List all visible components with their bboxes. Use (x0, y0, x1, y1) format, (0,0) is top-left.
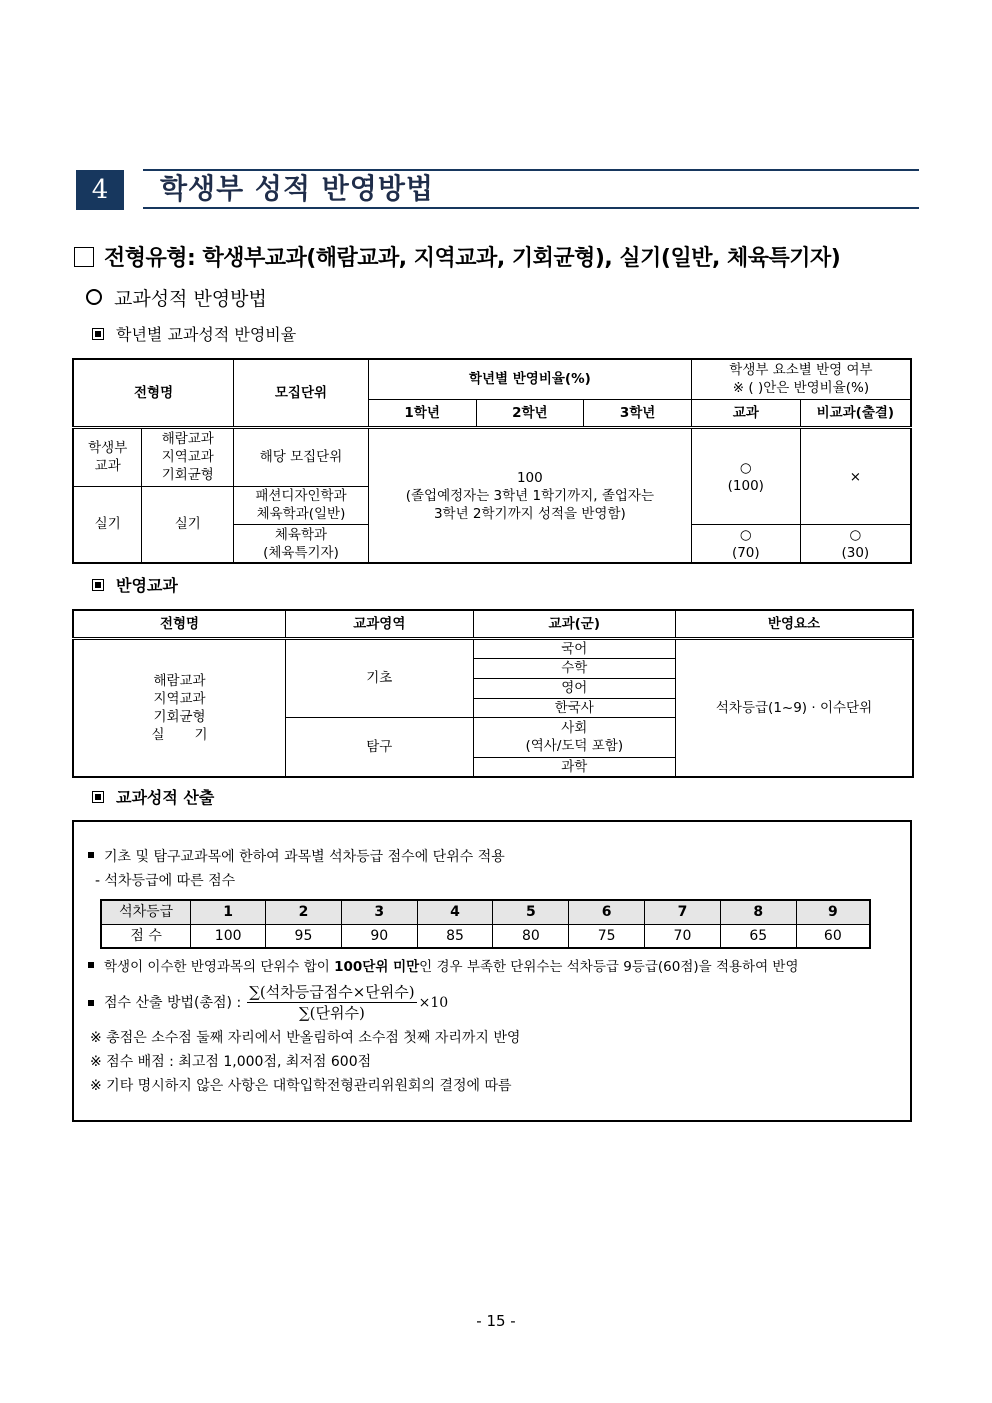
row-label-grade: 석차등급 (101, 900, 191, 924)
grade-score-table (100, 899, 871, 949)
nonsubject-pct: (30) (841, 544, 870, 561)
score-cell: 90 (341, 924, 417, 948)
heading-method (86, 285, 267, 313)
header-elements-line2: ※ ( )안은 반영비율(%) (732, 380, 870, 397)
cell-subject-reflect (691, 428, 800, 525)
header-grade3: 3학년 (584, 399, 692, 427)
unit-item: (체육특기자) (263, 544, 339, 561)
section-title: 학생부 성적 반영방법 (160, 172, 434, 205)
cell-subject: 과학 (473, 757, 675, 777)
header-nonsubject: 비교과(출결) (800, 399, 911, 427)
table-row (101, 924, 870, 948)
formula-fraction (247, 982, 416, 1023)
note-rounding: ※ 총점은 소수점 둘째 자리에서 반올림하여 소수점 첫째 자리까지 반영 (90, 1030, 521, 1046)
cell-unit-practical-a (234, 486, 369, 524)
score-cell: 75 (569, 924, 645, 948)
header-elements (691, 359, 911, 399)
cell-subject: 한국사 (473, 698, 675, 717)
grade-cell: 6 (569, 900, 645, 924)
cell-type-practical: 실기 (142, 486, 234, 563)
score-cell: 100 (191, 924, 266, 948)
score-cell: 65 (720, 924, 796, 948)
type-item: 기회균형 (153, 708, 206, 725)
subheading-subjects-text: 반영교과 (116, 576, 178, 595)
grade-cell: 3 (341, 900, 417, 924)
table-row (101, 900, 870, 924)
unit-item: 패션디자인학과 (255, 488, 347, 505)
subheading-grade-ratio (92, 324, 296, 346)
grade-cell: 5 (493, 900, 569, 924)
cell-unit-practical-b (234, 525, 369, 563)
score-cell: 70 (645, 924, 721, 948)
page-number: - 15 - (476, 1312, 516, 1330)
header-area: 교과영역 (286, 610, 474, 638)
cell-unit: 해당 모집단위 (234, 428, 369, 487)
circle-bullet-icon (86, 289, 102, 305)
header-ratio: 학년별 반영비율(%) (368, 359, 691, 399)
cell-group-practical: 실기 (73, 486, 142, 563)
type-item: 기회균형 (161, 467, 214, 484)
grade-cell: 1 (191, 900, 266, 924)
circle-mark-icon: ○ (739, 526, 752, 543)
section-rule-bottom (143, 207, 919, 209)
cell-types-list (142, 428, 234, 487)
score-cell: 60 (796, 924, 870, 948)
cell-area-inquiry: 탐구 (286, 717, 474, 777)
bullet-formula (88, 982, 448, 1023)
filled-square-bullet-icon (92, 328, 104, 340)
section-number-badge: 4 (76, 170, 124, 210)
table-row (73, 638, 913, 658)
heading-method-text: 교과성적 반영방법 (114, 288, 267, 310)
ratio-note-line1: (졸업예정자는 3학년 1학기까지, 졸업자는 (405, 487, 654, 504)
subject-pct: (100) (727, 477, 764, 494)
note-score-range: ※ 점수 배점 : 최고점 1,000점, 최저점 600점 (90, 1054, 372, 1070)
header-grade1: 1학년 (368, 399, 476, 427)
ratio-value: 100 (516, 469, 543, 486)
circle-mark-icon: ○ (849, 526, 862, 543)
score-cell: 85 (417, 924, 493, 948)
type-item: 해람교과 (153, 672, 206, 689)
grade-cell: 7 (645, 900, 721, 924)
heading-admission-type (74, 244, 840, 274)
type-item: 실 기 (151, 726, 208, 743)
bullet-unit-shortfall-pre: 학생이 이수한 반영과목의 단위수 합이 (104, 959, 335, 975)
score-cell: 95 (266, 924, 342, 948)
subheading-calc-text: 교과성적 산출 (116, 788, 215, 807)
bullet-unit-shortfall-bold: 100단위 미만 (334, 959, 420, 975)
note-other: ※ 기타 명시하지 않은 사항은 대학입학전형관리위원회의 결정에 따름 (90, 1078, 512, 1094)
subject-item: 사회 (561, 720, 588, 736)
grade-cell: 9 (796, 900, 870, 924)
cell-ratio (368, 428, 691, 563)
bullet-unit-shortfall (88, 957, 799, 977)
header-elements-line1: 학생부 요소별 반영 여부 (729, 362, 873, 379)
cell-subject: 국어 (473, 638, 675, 658)
unit-item: 체육학과(일반) (256, 506, 346, 523)
row-label-score: 점 수 (101, 924, 191, 948)
header-subject-group: 교과(군) (473, 610, 675, 638)
unit-item: 체육학과 (274, 526, 328, 543)
subheading-grade-ratio-text: 학년별 교과성적 반영비율 (116, 325, 297, 344)
bullet-basic-inquiry (88, 847, 505, 867)
header-subject: 교과 (691, 399, 800, 427)
header-type: 전형명 (73, 359, 234, 428)
type-item: 지역교과 (161, 449, 214, 466)
cell-subject: 영어 (473, 678, 675, 698)
header-element: 반영요소 (676, 610, 913, 638)
bullet-basic-inquiry-text: 기초 및 탐구교과목에 한하여 과목별 석차등급 점수에 단위수 적용 (104, 849, 505, 865)
cell-nonsubject-reflect: × (800, 428, 911, 525)
square-bullet-icon (88, 1000, 94, 1006)
ratio-note-line2: 3학년 2학기까지 성적을 반영함) (433, 505, 626, 522)
cell-element: 석차등급(1~9) · 이수단위 (676, 638, 913, 777)
square-bullet-icon (88, 852, 94, 858)
formula-multiplier: ×10 (418, 994, 449, 1011)
square-bullet-icon (88, 962, 94, 968)
grade-cell: 8 (720, 900, 796, 924)
grade-cell: 2 (266, 900, 342, 924)
reflected-subjects-table (72, 609, 914, 778)
type-item: 지역교과 (153, 690, 206, 707)
score-cell: 80 (493, 924, 569, 948)
subject-item: (역사/도덕 포함) (525, 738, 624, 754)
formula-label: 점수 산출 방법(총점) : (104, 994, 242, 1011)
cell-subject-reflect-athlete (691, 525, 800, 563)
cell-area-basic: 기초 (286, 638, 474, 717)
bullet-unit-shortfall-post: 인 경우 부족한 단위수는 석차등급 9등급(60점)을 적용하여 반영 (419, 959, 799, 975)
checkbox-square-icon (74, 247, 94, 267)
cell-group-studentrecord (73, 428, 142, 487)
cell-group-studentrecord-text: 학생부 교과 (88, 440, 128, 475)
cell-subject: 수학 (473, 658, 675, 678)
grade-ratio-table (72, 358, 912, 564)
filled-square-bullet-icon (92, 791, 104, 803)
cell-subject (473, 717, 675, 757)
type-item: 해람교과 (161, 431, 214, 448)
table-row (73, 428, 911, 487)
cell-types (73, 638, 286, 777)
header-grade2: 2학년 (476, 399, 584, 427)
formula-numerator: ∑(석차등급점수×단위수) (249, 983, 415, 1001)
heading-admission-type-text: 전형유형: 학생부교과(해람교과, 지역교과, 기회균형), 실기(일반, 체육특기자) (104, 246, 841, 271)
dash-grade-score: - 석차등급에 따른 점수 (95, 873, 236, 889)
cell-nonsubject-reflect-athlete (800, 525, 911, 563)
header-type: 전형명 (73, 610, 286, 638)
subject-pct: (70) (731, 544, 760, 561)
subheading-calc (92, 787, 214, 809)
circle-mark-icon: ○ (739, 459, 752, 476)
formula-denominator: ∑(단위수) (298, 1004, 365, 1022)
filled-square-bullet-icon (92, 579, 104, 591)
subheading-subjects (92, 575, 178, 597)
header-unit: 모집단위 (234, 359, 369, 428)
grade-cell: 4 (417, 900, 493, 924)
